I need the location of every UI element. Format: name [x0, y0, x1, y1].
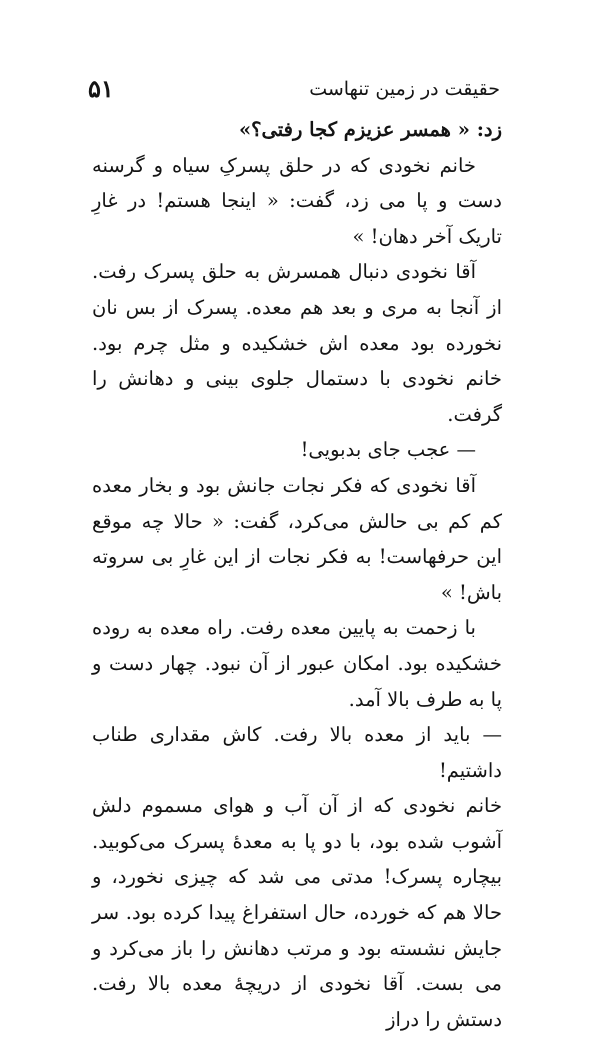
paragraph-3: آقا نخودی دنبال همسرش به حلق پسرک رفت. از آنجا به مری و بعد هم معده. پسرک از بس نان نخورده بود معده اش خشکیده و مثل چرم بود. خانم نخودی با دستمال جلوی بینی و دهانش را گرفت. — [92, 260, 502, 426]
body-text — [92, 112, 502, 1037]
paragraph-2: خانم نخودی که در حلق پسرکِ سیاه و گرسنه دست و پا می زد، گفت: « اینجا هستم! در غارِ تاریک آخر دهان! » — [92, 153, 502, 248]
running-head: حقیقت در زمین تنهاست — [309, 78, 500, 100]
page-number: ۵۱ — [88, 74, 114, 103]
paragraph-7: — باید از معده بالا رفت. کاش مقداری طناب داشتیم! — [92, 723, 502, 782]
paragraph-6: با زحمت به پایین معده رفت. راه معده به روده خشکیده بود. امکان عبور از آن نبود. چهار دست و پا به طرف بالا آمد. — [92, 616, 502, 711]
paragraph-8: خانم نخودی که از آن آب و هوای مسموم دلش آشوب شده بود، با دو پا به معدهٔ پسرک می‌کوبید. بیچاره پسرک! مدتی می شد که چیزی نخورد، و حالا هم که خورده، حال استفراغ پیدا کرده بود. سر جایش نشسته بود و مرتب دهانش را باز می‌کرد و می بست. آقا نخودی از دریچهٔ معده بالا رفت. دستش را دراز — [92, 794, 502, 1031]
paragraph-1: زد: « همسر عزیزم کجا رفتی؟» — [238, 118, 502, 141]
paragraph-4: — عجب جای بدبویی! — [300, 438, 476, 462]
paragraph-5: آقا نخودی که فکر نجات جانش بود و بخار معده کم کم بی حالش می‌کرد، گفت: « حالا چه موقع این حرفهاست! به فکر نجات از این غارِ بی سروته باش! » — [92, 473, 502, 604]
page-header — [88, 74, 500, 108]
